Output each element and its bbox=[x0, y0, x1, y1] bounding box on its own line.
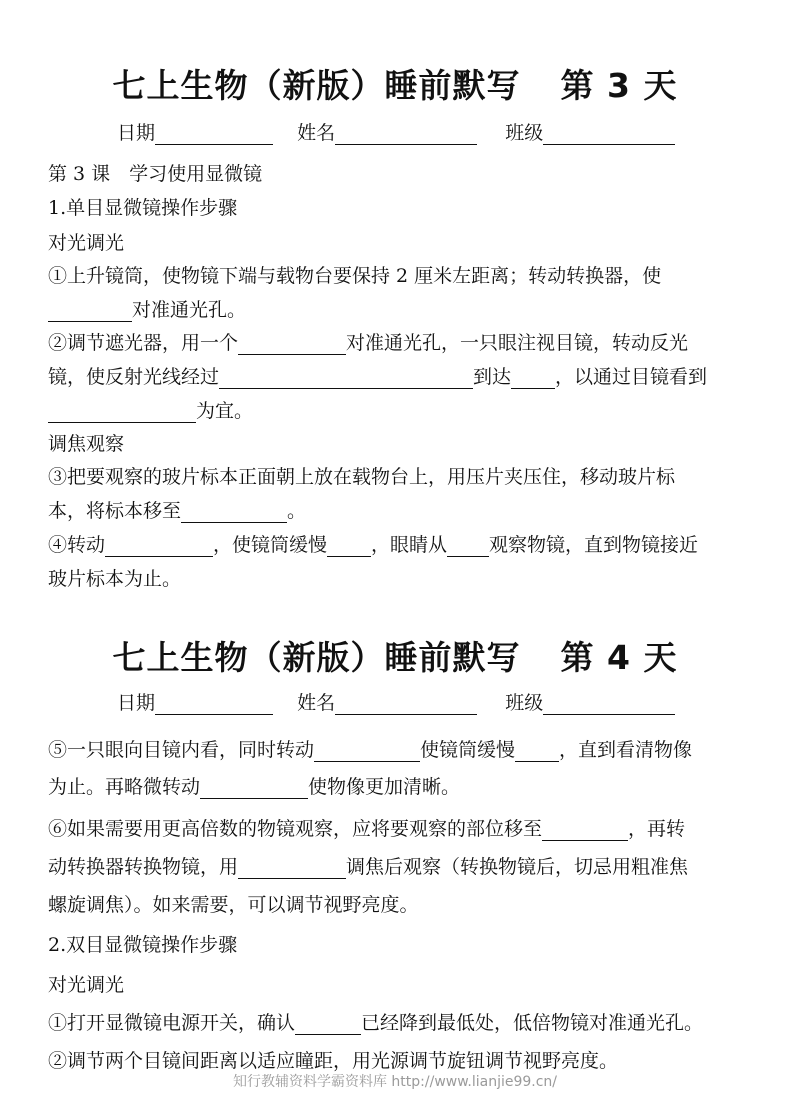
answer-blank[interactable] bbox=[200, 778, 308, 799]
date-blank[interactable] bbox=[155, 692, 273, 715]
name-label: 姓名 bbox=[297, 692, 336, 714]
date-label: 日期 bbox=[117, 122, 156, 144]
answer-blank[interactable] bbox=[447, 536, 489, 557]
name-blank[interactable] bbox=[335, 692, 477, 715]
class-blank[interactable] bbox=[543, 122, 675, 145]
answer-blank[interactable] bbox=[542, 820, 628, 841]
class-label: 班级 bbox=[505, 122, 544, 144]
footer-watermark: 知行教辅资料学霸资料库 http://www.lianjie99.cn/ bbox=[232, 1074, 558, 1090]
subheading-light: 对光调光 bbox=[48, 974, 125, 996]
text-line: ⑥如果需要用更高倍数的物镜观察，应将要观察的部位移至 ，再转 bbox=[48, 818, 686, 840]
date-label: 日期 bbox=[117, 692, 156, 714]
subheading-single: 1.单目显微镜操作步骤 bbox=[48, 197, 238, 219]
answer-blank[interactable] bbox=[295, 1014, 361, 1035]
answer-blank[interactable] bbox=[181, 502, 287, 523]
answer-blank[interactable] bbox=[314, 741, 420, 762]
class-label: 班级 bbox=[505, 692, 544, 714]
text-line: 螺旋调焦）。如来需要，可以调节视野亮度。 bbox=[48, 894, 419, 916]
answer-blank[interactable] bbox=[48, 402, 196, 423]
answer-blank[interactable] bbox=[515, 741, 559, 762]
class-blank[interactable] bbox=[543, 692, 675, 715]
text-line: ③把要观察的玻片标本正面朝上放在载物台上，用压片夹压住，移动玻片标 bbox=[48, 466, 676, 488]
answer-blank[interactable] bbox=[238, 334, 346, 355]
text-line: 本，将标本移至 。 bbox=[48, 500, 307, 522]
info-row-day3 bbox=[117, 118, 675, 145]
text-line: ⑤一只眼向目镜内看，同时转动 使镜筒缓慢 ，直到看清物像 bbox=[48, 739, 693, 761]
text-line: ④转动 ，使镜筒缓慢 ，眼睛从 观察物镜，直到物镜接近 bbox=[48, 534, 699, 556]
text-line: 玻片标本为止。 bbox=[48, 568, 182, 590]
info-row-day4 bbox=[117, 688, 675, 715]
answer-blank[interactable] bbox=[105, 536, 213, 557]
page-title-day4: 七上生物（新版）睡前默写 第 4 天 bbox=[112, 638, 678, 677]
text-line: 镜，使反射光线经过 到达 ，以通过目镜看到 bbox=[48, 366, 708, 388]
lesson-heading: 第 3 课 学习使用显微镜 bbox=[48, 163, 263, 185]
subheading-light: 对光调光 bbox=[48, 232, 125, 254]
answer-blank[interactable] bbox=[327, 536, 371, 557]
text-line: ②调节两个目镜间距离以适应瞳距，用光源调节旋钮调节视野亮度。 bbox=[48, 1050, 619, 1072]
text-line: 为止。再略微转动 使物像更加清晰。 bbox=[48, 776, 461, 798]
name-blank[interactable] bbox=[335, 122, 477, 145]
text-line: 动转换器转换物镜，用 调焦后观察（转换物镜后，切忌用粗准焦 bbox=[48, 856, 689, 878]
answer-blank[interactable] bbox=[511, 368, 555, 389]
answer-blank[interactable] bbox=[238, 858, 346, 879]
text-line: 对准通光孔。 bbox=[48, 295, 246, 322]
text-line: ②调节遮光器，用一个 对准通光孔，一只眼注视目镜，转动反光 bbox=[48, 332, 689, 354]
subheading-double: 2.双目显微镜操作步骤 bbox=[48, 934, 238, 956]
date-blank[interactable] bbox=[155, 122, 273, 145]
text-line: 为宜。 bbox=[48, 396, 253, 423]
text-line: ①上升镜筒，使物镜下端与载物台要保持 2 厘米左距离；转动转换器，使 bbox=[48, 265, 662, 287]
page-title-day3: 七上生物（新版）睡前默写 第 3 天 bbox=[112, 66, 678, 105]
answer-blank[interactable] bbox=[48, 301, 132, 322]
text-line: ①打开显微镜电源开关，确认 已经降到最低处，低倍物镜对准通光孔。 bbox=[48, 1012, 704, 1034]
answer-blank[interactable] bbox=[219, 368, 473, 389]
subheading-focus: 调焦观察 bbox=[48, 433, 125, 455]
name-label: 姓名 bbox=[297, 122, 336, 144]
